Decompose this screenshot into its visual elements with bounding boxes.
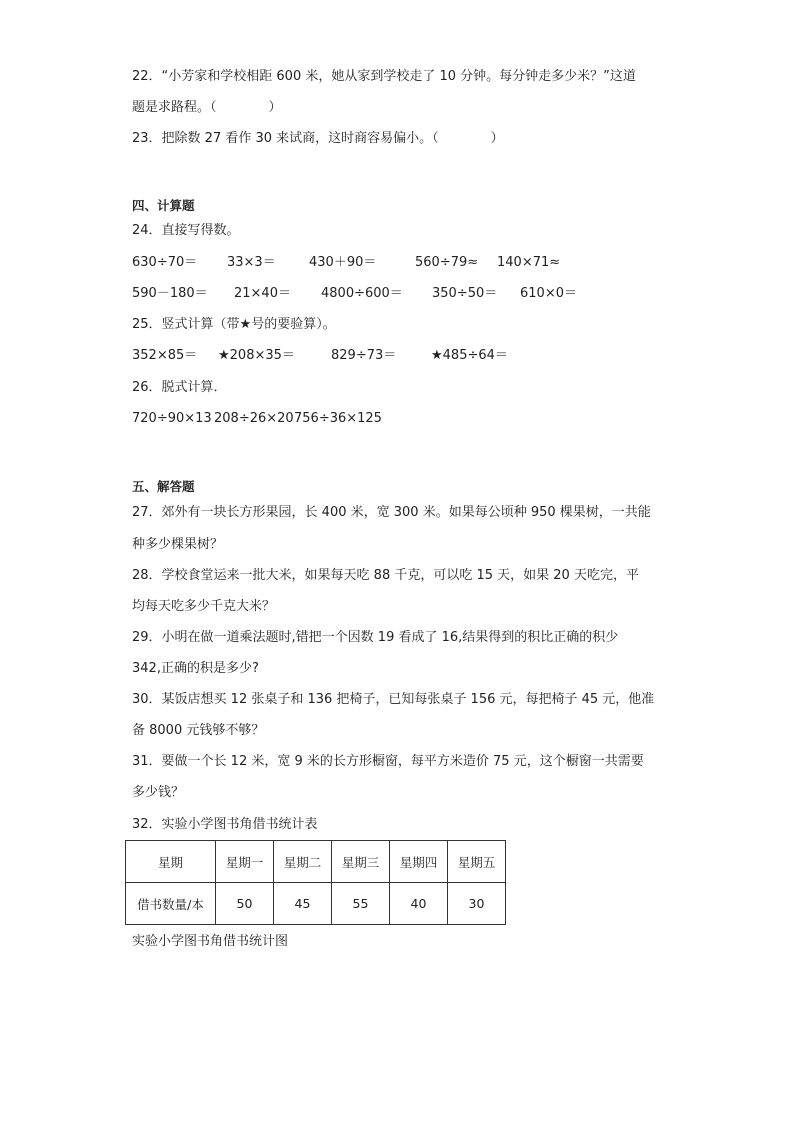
table-header-cell: 星期一: [216, 841, 274, 883]
question-22-line-2: 题是求路程。（ ）: [132, 100, 282, 115]
calc-item: 630÷70＝: [132, 255, 198, 270]
question-22-line-1: 22．“小芳家和学校相距 600 米，她从家到学校走了 10 分钟。每分钟走多少米？”这道: [132, 69, 636, 84]
table-cell: 45: [274, 883, 332, 925]
table-cell: 30: [448, 883, 506, 925]
question-30-line-2: 备 8000 元钱够不够？: [132, 723, 265, 738]
calc-item: 140×71≈: [497, 255, 561, 270]
question-26: 26．脱式计算．: [132, 380, 227, 395]
chart-caption: 实验小学图书角借书统计图: [132, 934, 289, 949]
calc-item: 829÷73＝: [331, 348, 397, 363]
calc-item: 352×85＝: [132, 348, 198, 363]
calc-item: 756÷36×125: [294, 411, 382, 426]
question-29-line-1: 29．小明在做一道乘法题时,错把一个因数 19 看成了 16,结果得到的积比正确的积少: [132, 630, 619, 645]
calc-item: ★208×35＝: [218, 348, 295, 363]
question-27-line-2: 种多少棵果树？: [132, 537, 224, 552]
question-29-line-2: 342,正确的积是多少?: [132, 661, 259, 676]
calc-item: 208÷26×20: [214, 411, 294, 426]
calc-item: 21×40＝: [234, 286, 291, 301]
table-row-label: 借书数量/本: [126, 883, 216, 925]
table-header-cell: 星期三: [332, 841, 390, 883]
question-30-line-1: 30．某饭店想买 12 张桌子和 136 把椅子，已知每张桌子 156 元，每把椅子 45 元，他准: [132, 692, 655, 707]
question-23: 23．把除数 27 看作 30 来试商，这时商容易偏小。（ ）: [132, 131, 504, 146]
question-31-line-2: 多少钱？: [132, 785, 185, 800]
calc-item: 590－180＝: [132, 286, 208, 301]
question-24: 24．直接写得数。: [132, 223, 240, 238]
table-cell: 40: [390, 883, 448, 925]
borrow-stats-table: [125, 840, 506, 925]
calc-item: 560÷79≈: [415, 255, 479, 270]
table-row: [126, 883, 506, 925]
table-cell: 55: [332, 883, 390, 925]
calc-item: 350÷50＝: [432, 286, 498, 301]
table-header-cell: 星期: [126, 841, 216, 883]
table-header-cell: 星期五: [448, 841, 506, 883]
question-31-line-1: 31．要做一个长 12 米，宽 9 米的长方形橱窗，每平方米造价 75 元，这个橱窗一共需要: [132, 754, 644, 769]
calc-item: 720÷90×13: [132, 411, 212, 426]
section-4-title: 四、计算题: [132, 198, 195, 213]
question-27-line-1: 27．郊外有一块长方形果园，长 400 米，宽 300 米。如果每公顷种 950 棵果树，一共能: [132, 505, 651, 520]
calc-item: 4800÷600＝: [321, 286, 403, 301]
calc-item: ★485÷64＝: [431, 348, 508, 363]
question-32: 32．实验小学图书角借书统计表: [132, 817, 318, 832]
table-header-cell: 星期二: [274, 841, 332, 883]
question-25: 25．竖式计算（带★号的要验算）。: [132, 317, 336, 332]
question-28-line-2: 均每天吃多少千克大米？: [132, 599, 276, 614]
calc-item: 610×0＝: [520, 286, 577, 301]
question-28-line-1: 28．学校食堂运来一批大米，如果每天吃 88 千克，可以吃 15 天，如果 20 天吃完，平: [132, 568, 639, 583]
table-header-cell: 星期四: [390, 841, 448, 883]
section-5-title: 五、解答题: [132, 479, 195, 494]
table-cell: 50: [216, 883, 274, 925]
calc-item: 33×3＝: [227, 255, 276, 270]
table-header-row: [126, 841, 506, 883]
calc-item: 430＋90＝: [309, 255, 377, 270]
